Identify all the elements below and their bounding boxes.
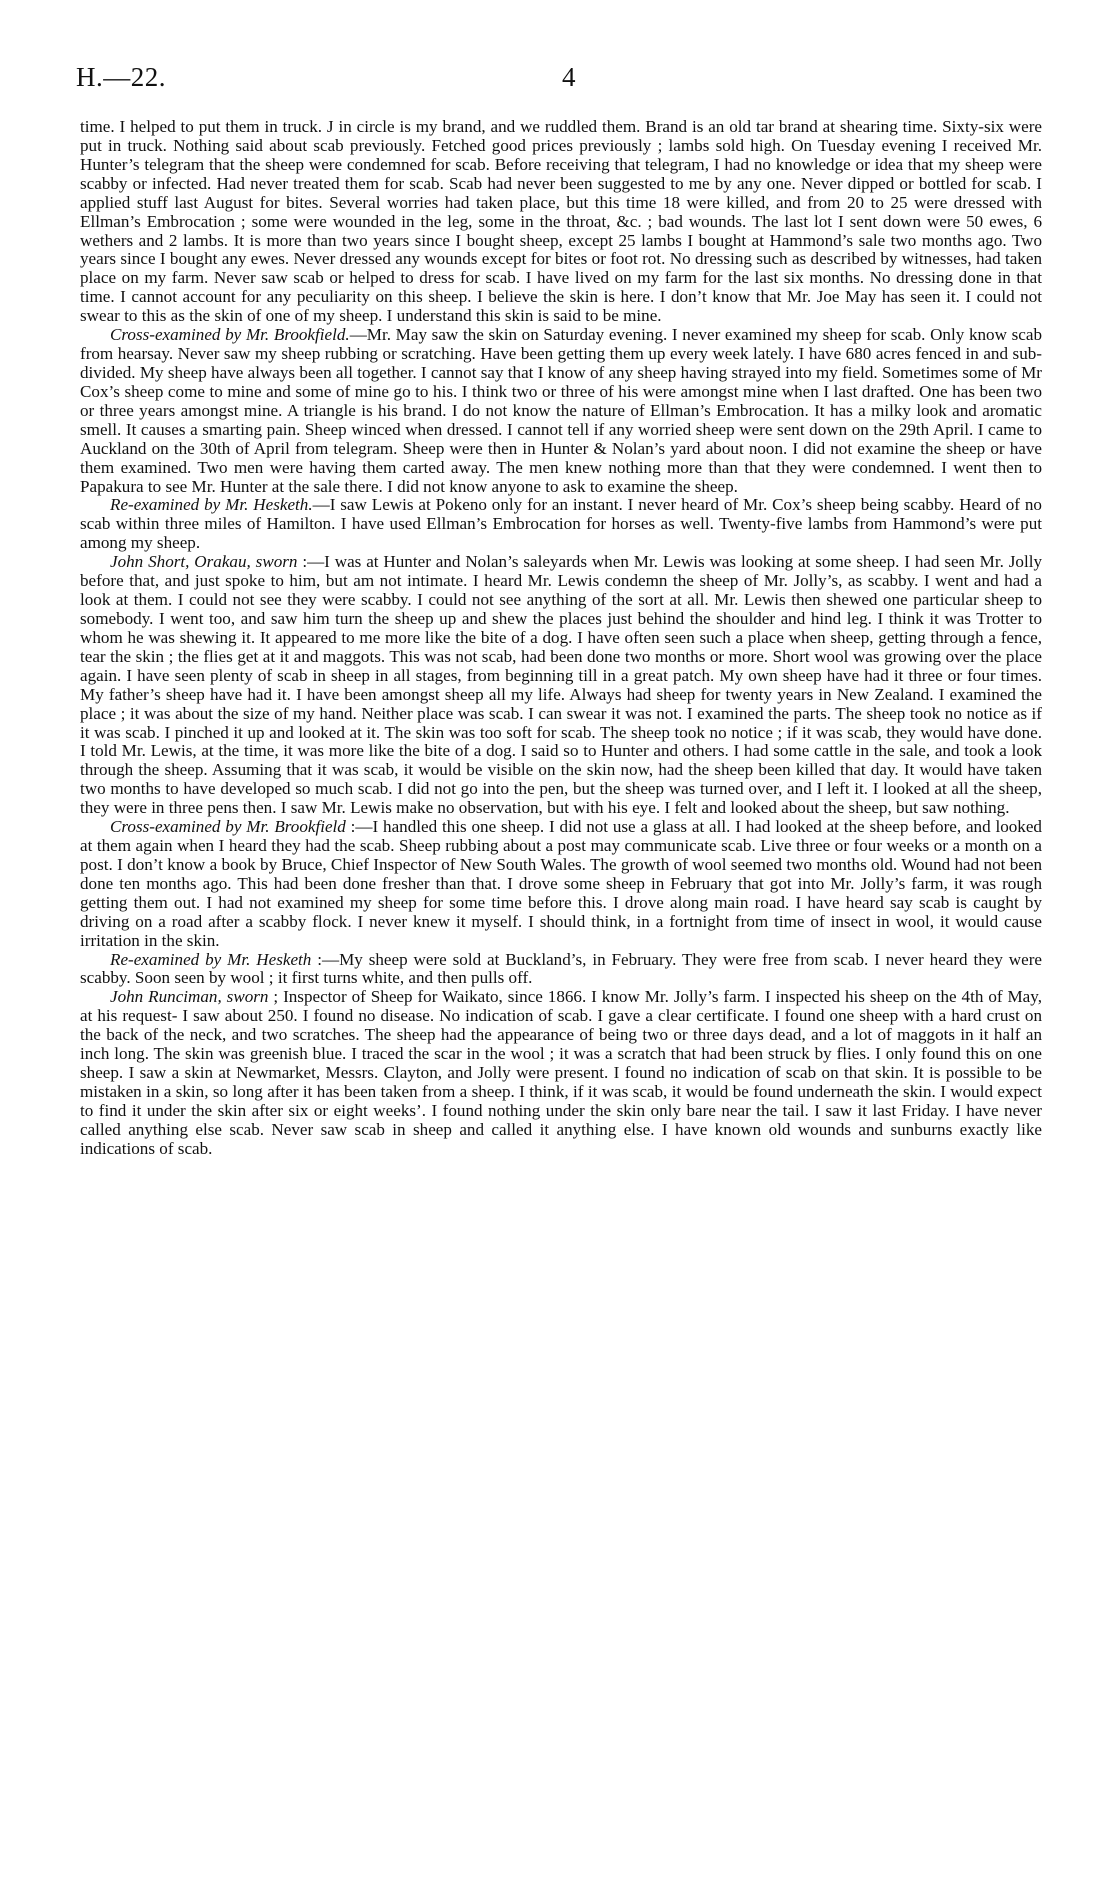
page-header bbox=[76, 62, 1042, 102]
paragraph-text: time. I helped to put them in truck. J in circle is my brand, and we ruddled them. Brand is an old tar brand at shearing time. Sixty-six were put in truck. Nothing said about scab previously. Fetched good prices previously ; lambs sold high. On Tuesday evening I received Mr. Hunter’s telegram that the sheep were condemned for scab. Before receiving that telegram, I had no knowledge or idea that my sheep were scabby or infected. Had never treated them for scab. Scab had never been suggested to me by any one. Never dipped or bottled for scab. I applied stuff last August for bites. Several worries had taken place, but this time 18 were killed, and from 20 to 25 were dressed with Ellman’s Embrocation ; some were wounded in the leg, some in the throat, &c. ; bad wounds. The last lot I sent down were 50 ewes, 6 wethers and 2 lambs. It is more than two years since I bought sheep, except 25 lambs I bought at Hammond’s sale two months ago. Two years since I bought any ewes. Never dressed any wounds except for bites or foot rot. No dressing such as described by witnesses, had taken place on my farm. Never saw scab or helped to dress for scab. I have lived on my farm for the last six months. No dressing done in that time. I cannot account for any peculiarity on this sheep. I believe the skin is here. I don’t know that Mr. Joe May has seen it. I could not swear to this as the skin of one of my sheep. I understand this skin is said to be mine. bbox=[80, 117, 1042, 326]
paragraph-text: :—I was at Hunter and Nolan’s saleyards when Mr. Lewis was looking at some sheep. I had seen Mr. Jolly before that, and just spoke to him, but am not intimate. I heard Mr. Lewis condemn the sheep of Mr. Jolly’s, as scabby. I went and had a look at them. I could not see they were scabby. I could not see anything of the sort at all. Mr. Lewis then shewed one particular sheep to somebody. I went too, and saw him turn the sheep up and shew the places just behind the shoulder and hind leg. I think it was Trotter to whom he was shewing it. It appeared to me more like the bite of a dog. I have often seen such a place when sheep, getting through a fence, tear the skin ; the flies get at it and maggots. This was not scab, had been done two months or more. Short wool was growing over the place again. I have seen plenty of scab in sheep in all stages, from beginning till in a great patch. My own sheep have had it three or four times. My father’s sheep have had it. I have been amongst sheep all my life. Always had sheep for twenty years in New Zealand. I examined the place ; it was about the size of my hand. Neither place was scab. I can swear it was not. I examined the parts. The sheep took no notice as if it was scab. I pinched it up and looked at it. The skin was too soft for scab. The sheep took no notice ; if it was scab, they would have done. I told Mr. Lewis, at the time, it was more like the bite of a dog. I said so to Hunter and others. I had some cattle in the sale, and took a look through the sheep. Assuming that it was scab, it would be visible on the skin now, had the sheep been killed that day. It would have taken two months to have developed so much scab. I did not go into the pen, but the sheep was turned over, and I left it. I looked at all the sheep, they were in three pens then. I saw Mr. Lewis make no observation, but with his eye. I felt and looked about the sheep, but saw nothing. bbox=[80, 552, 1042, 818]
paragraph-text: :—I handled this one sheep. I did not use a glass at all. I had looked at the sheep before, and looked at them again when I heard they had the scab. Sheep rubbing about a post may communicate scab. Live three or four weeks or a month on a post. I don’t know a book by Bruce, Chief Inspector of New South Wales. The growth of wool seemed two months old. Wound had not been done ten months ago. This had been done fresher than that. I drove some sheep in February that got into Mr. Jolly’s farm, it was rough getting them out. I had not examined my sheep for some time before this. I drove along main road. I have heard say scab is caught by driving on a road after a scabby flock. I never knew it myself. I should think, in a fortnight from time of insect in wool, it would cause irritation in the skin. bbox=[80, 817, 1042, 950]
paragraph-re-examination-hesketh-2 bbox=[80, 951, 1042, 989]
paragraph-text: —Mr. May saw the skin on Saturday evening. I never examined my sheep for scab. Only know scab from hearsay. Never saw my sheep rubbing or scratching. Have been getting them up every week lately. I have 680 acres fenced in and sub-divided. My sheep have always been all together. I cannot say that I know of any sheep having strayed into my field. Sometimes some of Mr Cox’s sheep come to mine and some of mine go to his. I think two or three of his were amongst mine when I last drafted. One has been two or three years amongst mine. A triangle is his brand. I do not know the nature of Ellman’s Embrocation. It has a milky look and aromatic smell. It causes a smarting pain. Sheep winced when dressed. I cannot tell if any worried sheep were sent down on the 29th April. I came to Auckland on the 30th of April from telegram. Sheep were then in Hunter & Nolan’s yard about noon. I did not examine the sheep or have them examined. Two men were having them carted away. The men knew nothing more than that they were condemned. I went then to Papakura to see Mr. Hunter at the sale there. I did not know anyone to ask to examine the sheep. bbox=[80, 325, 1042, 496]
paragraph-john-short-testimony bbox=[80, 553, 1042, 818]
paragraph-lead: John Short, Orakau, sworn bbox=[110, 552, 298, 572]
document-reference: H.—22. bbox=[76, 62, 166, 92]
paragraph-continuation bbox=[80, 118, 1042, 326]
paragraph-text: :—My sheep were sold at Buckland’s, in February. They were free from scab. I never heard they were scabby. Soon seen by wool ; it first turns white, and then pulls off. bbox=[80, 949, 1042, 988]
paragraph-cross-examination-brookfield bbox=[80, 326, 1042, 496]
paragraph-cross-examination-brookfield-2 bbox=[80, 818, 1042, 950]
paragraph-lead: John Runciman, sworn bbox=[110, 987, 269, 1007]
paragraph-re-examination-hesketh bbox=[80, 496, 1042, 553]
paragraph-lead: Cross-examined by Mr. Brookfield. bbox=[110, 325, 350, 345]
body-text bbox=[80, 118, 1042, 1159]
paragraph-text: ; Inspector of Sheep for Waikato, since 1866. I know Mr. Jolly’s farm. I inspected his sheep on the 4th of May, at his request- I saw about 250. I found no disease. No indication of scab. I gave a clear certificate. I found one sheep with a hard crust on the back of the neck, and two scratches. The sheep had the appearance of being two or three days dead, and a lot of maggots in it half an inch long. The skin was greenish blue. I traced the scar in the wool ; it was a scratch that had been struck by flies. I only found this on one sheep. I saw a skin at Newmarket, Messrs. Clayton, and Jolly were present. I found no indication of scab on that skin. It is possible to be mistaken in a skin, so long after it has been taken from a sheep. I think, if it was scab, it would be found underneath the skin. I would expect to find it under the skin after six or eight weeks’. I found nothing under the skin only bare near the tail. I saw it last Friday. I have never called anything else scab. Never saw scab in sheep and called it anything else. I have known old wounds and sunburns exactly like indications of scab. bbox=[80, 987, 1042, 1158]
paragraph-lead: Cross-examined by Mr. Brookfield bbox=[110, 817, 346, 837]
paragraph-lead: Re-examined by Mr. Hesketh. bbox=[110, 495, 313, 515]
paragraph-text: —I saw Lewis at Pokeno only for an instant. I never heard of Mr. Cox’s sheep being scabby. Heard of no scab within three miles of Hamilton. I have used Ellman’s Embrocation for horses as well. Twenty-five lambs from Hammond’s were put among my sheep. bbox=[80, 495, 1042, 553]
paragraph-john-runciman-testimony bbox=[80, 988, 1042, 1158]
paragraph-lead: Re-examined by Mr. Hesketh bbox=[110, 949, 312, 969]
page-number: 4 bbox=[562, 62, 576, 92]
